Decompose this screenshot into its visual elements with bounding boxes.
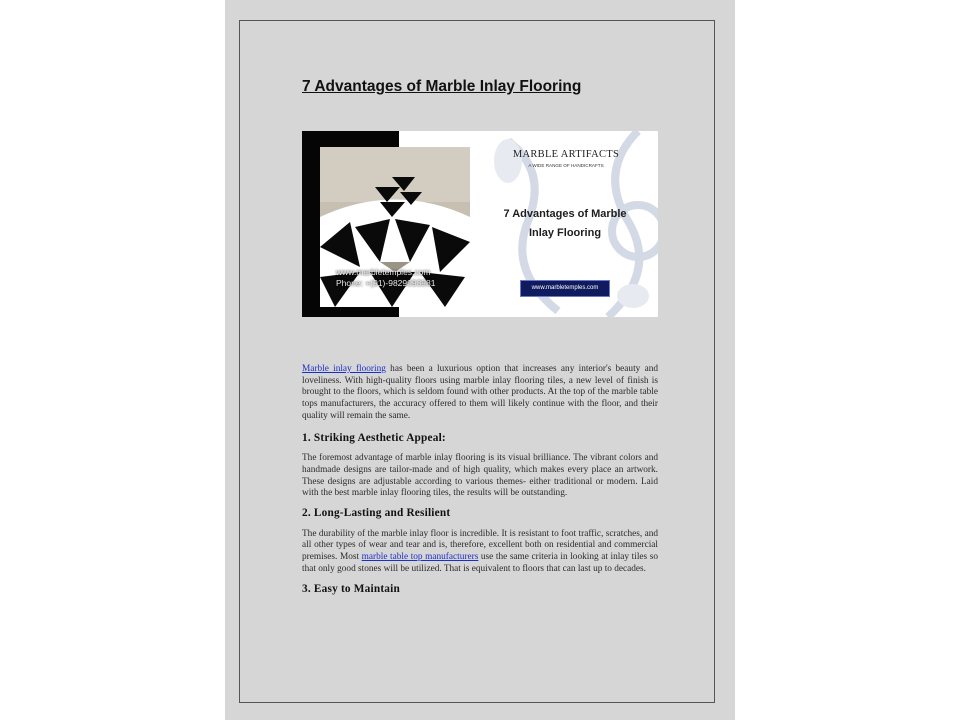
banner-heading xyxy=(484,205,646,243)
section-heading-2: 2. Long-Lasting and Resilient xyxy=(302,507,451,520)
website-url-button[interactable]: www.marbletemples.com xyxy=(520,280,610,297)
photo-watermark xyxy=(336,267,436,289)
banner-heading-line-1: 7 Advantages of Marble xyxy=(503,208,627,220)
intro-paragraph xyxy=(302,364,658,423)
brand-tagline: A WIDE RANGE OF HANDICRAFTS xyxy=(528,163,604,168)
section-heading-1: 1. Striking Aesthetic Appeal: xyxy=(302,431,446,444)
section-paragraph-2 xyxy=(302,529,658,576)
marble-inlay-flooring-link[interactable]: Marble inlay flooring xyxy=(302,364,386,374)
section-2-text-before: The durability of the marble inlay floor is incredible. It is resistant to foot traffic, scratches, and all other types of wear and tear and is, therefore, excellent both on residential and commercial premises. Most xyxy=(302,528,658,563)
page-title: 7 Advantages of Marble Inlay Flooring xyxy=(302,78,582,95)
page-border xyxy=(239,20,715,703)
hero-banner xyxy=(302,131,658,317)
intro-text: has been a luxurious option that increases any interior's beauty and loveliness. With high-quality floors using marble inlay flooring tiles, a new level of finish is brought to the floors, which is seldom found with other products. At the top of the marble table tops manufacturers, the accuracy offered to them will likely continue with the floor, and their quality will remain the same. xyxy=(302,364,658,421)
watermark-phone: Phone: +(91)-9829093981 xyxy=(336,278,436,288)
marble-table-top-manufacturers-link[interactable]: marble table top manufacturers xyxy=(361,552,479,563)
document-page xyxy=(225,0,735,720)
brand-name: MARBLE ARTIFACTS xyxy=(512,149,620,160)
section-2-text-after: use the same criteria in looking at inlay tiles so that only good stones will be utilized. That is equivalent to floors that can last up to decades. xyxy=(302,552,658,574)
article-body xyxy=(302,364,658,595)
watermark-url: www.marbletemples.com xyxy=(336,267,431,277)
section-paragraph-1: The foremost advantage of marble inlay flooring is its visual brilliance. The vibrant colors and handmade designs are tailor-made and of high quality, which makes every place an artwork. These designs are adjustable according to various themes- either traditional or modern. Laid with the best marble inlay flooring tiles, the results will be outstanding. xyxy=(302,453,658,499)
banner-heading-line-2: Inlay Flooring xyxy=(528,227,602,239)
section-heading-3: 3. Easy to Maintain xyxy=(302,582,400,595)
